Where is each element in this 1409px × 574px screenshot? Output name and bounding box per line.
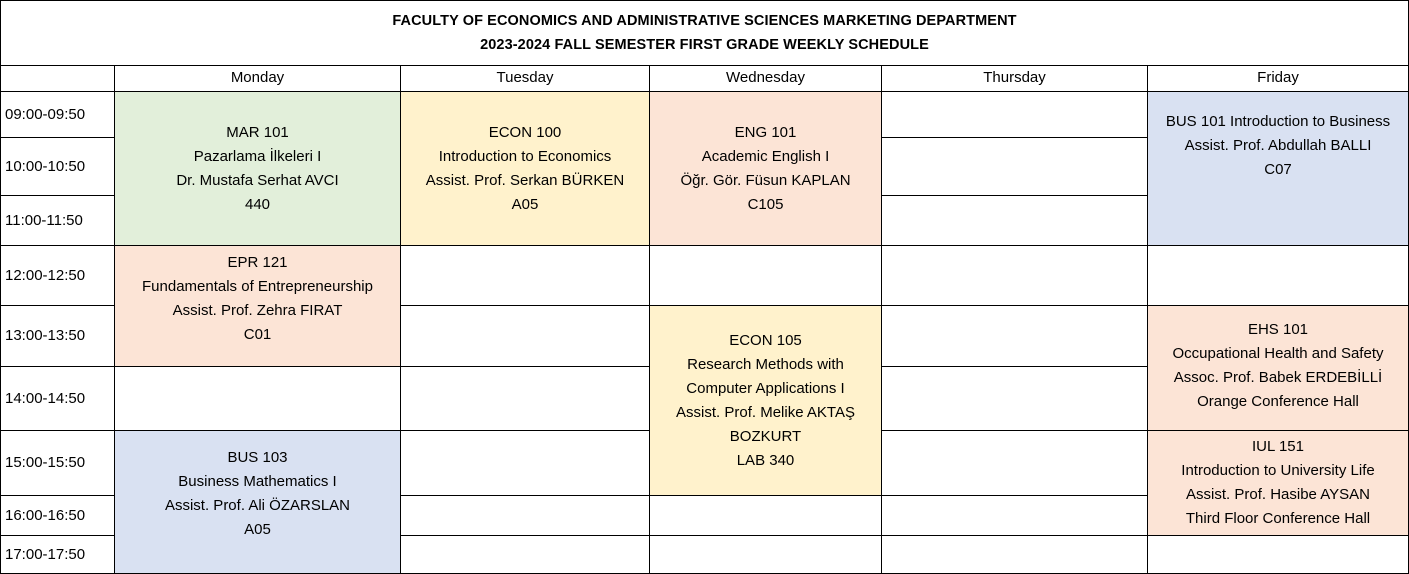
empty-cell	[1148, 536, 1409, 574]
course-code: EHS 101	[1247, 320, 1309, 338]
course-room: C105	[747, 195, 784, 213]
course-code: ECON 105	[729, 331, 802, 349]
day-header-friday: Friday	[1148, 65, 1409, 92]
empty-cell	[882, 196, 1148, 246]
empty-cell	[115, 367, 401, 431]
day-header-tuesday: Tuesday	[401, 65, 650, 92]
course-instructor: Assist. Prof. Abdullah BALLI	[1184, 136, 1372, 154]
time-slot: 17:00-17:50	[0, 536, 115, 574]
course-name: Occupational Health and Safety	[1172, 344, 1384, 362]
empty-cell	[882, 536, 1148, 574]
corner-header-cell	[0, 65, 115, 92]
course-block-bus101	[1148, 92, 1409, 246]
course-block-mar101	[115, 92, 401, 246]
empty-cell	[401, 246, 650, 306]
course-name: Academic English I	[701, 147, 830, 165]
empty-cell	[882, 246, 1148, 306]
day-header-wednesday: Wednesday	[650, 65, 882, 92]
course-instructor: Öğr. Gör. Füsun KAPLAN	[680, 171, 851, 189]
title-line-1: FACULTY OF ECONOMICS AND ADMINISTRATIVE SCIENCES MARKETING DEPARTMENT	[392, 13, 1017, 29]
schedule-title	[0, 0, 1409, 65]
course-code: EPR 121	[227, 253, 288, 271]
course-instructor: Assist. Prof. Zehra FIRAT	[172, 301, 343, 319]
title-line-2: 2023-2024 FALL SEMESTER FIRST GRADE WEEKLY SCHEDULE	[480, 37, 929, 53]
course-room: LAB 340	[736, 451, 795, 469]
course-instructor: BOZKURT	[729, 427, 802, 445]
course-instructor: Dr. Mustafa Serhat AVCI	[176, 171, 339, 189]
empty-cell	[1148, 246, 1409, 306]
course-room: Orange Conference Hall	[1197, 392, 1359, 410]
time-slot: 10:00-10:50	[0, 138, 115, 196]
empty-cell	[401, 306, 650, 367]
course-block-eng101	[650, 92, 882, 246]
course-room: 440	[244, 195, 271, 213]
empty-cell	[401, 367, 650, 431]
empty-cell	[882, 367, 1148, 431]
course-room: C01	[243, 325, 272, 343]
empty-cell	[882, 92, 1148, 138]
course-name: Research Methods with	[687, 355, 844, 373]
course-instructor: Assoc. Prof. Babek ERDEBİLLİ	[1173, 368, 1383, 386]
empty-cell	[401, 536, 650, 574]
empty-cell	[882, 138, 1148, 196]
course-instructor: Assist. Prof. Serkan BÜRKEN	[425, 171, 625, 189]
course-code: BUS 103	[227, 449, 288, 466]
course-block-iul151	[1148, 431, 1409, 536]
time-slot: 16:00-16:50	[0, 496, 115, 536]
course-block-econ105	[650, 306, 882, 496]
course-block-econ100	[401, 92, 650, 246]
time-slot: 11:00-11:50	[0, 196, 115, 246]
empty-cell	[401, 431, 650, 496]
day-header-monday: Monday	[115, 65, 401, 92]
course-code: ENG 101	[734, 123, 797, 141]
day-header-thursday: Thursday	[882, 65, 1148, 92]
course-instructor: Assist. Prof. Melike AKTAŞ	[676, 403, 855, 421]
course-name: Computer Applications I	[686, 379, 845, 397]
course-name: Pazarlama İlkeleri I	[193, 147, 322, 165]
course-name: Introduction to University Life	[1181, 462, 1375, 479]
time-slot: 14:00-14:50	[0, 367, 115, 431]
empty-cell	[882, 496, 1148, 536]
course-block-epr121	[115, 246, 401, 367]
course-code: ECON 100	[488, 123, 562, 141]
course-code: IUL 151	[1252, 438, 1304, 455]
course-title: BUS 101 Introduction to Business	[1165, 112, 1391, 130]
time-slot: 15:00-15:50	[0, 431, 115, 496]
empty-cell	[882, 306, 1148, 367]
time-slot: 09:00-09:50	[0, 92, 115, 138]
course-room: A05	[511, 195, 539, 213]
course-room: C07	[1264, 160, 1292, 178]
course-instructor: Assist. Prof. Ali ÖZARSLAN	[164, 497, 351, 514]
time-slot: 13:00-13:50	[0, 306, 115, 367]
course-name: Business Mathematics I	[178, 473, 337, 490]
empty-cell	[650, 536, 882, 574]
course-room: A05	[244, 521, 271, 538]
empty-cell	[882, 431, 1148, 496]
time-slot: 12:00-12:50	[0, 246, 115, 306]
course-name: Fundamentals of Entrepreneurship	[142, 277, 373, 295]
course-room: Third Floor Conference Hall	[1185, 510, 1371, 527]
course-block-ehs101	[1148, 306, 1409, 431]
course-instructor: Assist. Prof. Hasibe AYSAN	[1186, 486, 1370, 503]
empty-cell	[650, 496, 882, 536]
course-name: Introduction to Economics	[438, 147, 612, 165]
empty-cell	[401, 496, 650, 536]
course-block-bus103	[115, 431, 401, 574]
course-code: MAR 101	[226, 123, 289, 141]
empty-cell	[650, 246, 882, 306]
